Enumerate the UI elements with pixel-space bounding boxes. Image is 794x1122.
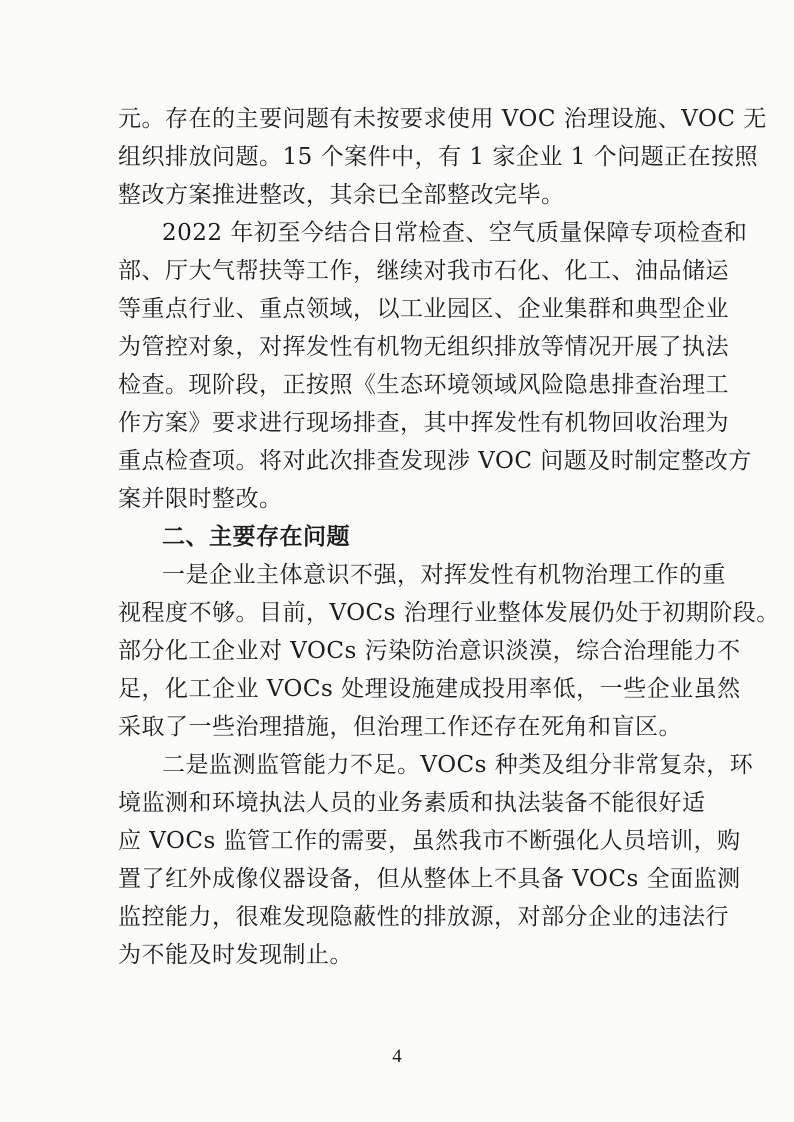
text-line: 重点检查项。将对此次排查发现涉 VOC 问题及时制定整改方	[118, 448, 752, 474]
text-line: 境监测和环境执法人员的业务素质和执法装备不能很好适	[118, 790, 706, 816]
text-line: 部、厅大气帮扶等工作，继续对我市石化、化工、油品储运	[118, 258, 729, 284]
text-line: 部分化工企业对 VOCs 污染防治意识淡漠，综合治理能力不	[118, 638, 741, 664]
text-line: 等重点行业、重点领域，以工业园区、企业集群和典型企业	[118, 296, 729, 322]
paragraph-issue-two	[118, 746, 754, 974]
paragraph-issue-one	[118, 556, 780, 746]
text-line: 应 VOCs 监管工作的需要，虽然我市不断强化人员培训，购	[118, 828, 741, 854]
section-heading: 二、主要存在问题	[162, 524, 350, 550]
text-line: 视程度不够。目前，VOCs 治理行业整体发展仍处于初期阶段。	[118, 600, 780, 626]
text-line: 作方案》要求进行现场排查，其中挥发性有机物回收治理为	[118, 410, 729, 436]
text-line: 为不能及时发现制止。	[118, 942, 353, 968]
text-line: 足，化工企业 VOCs 处理设施建成投用率低，一些企业虽然	[118, 676, 741, 702]
text-line: 元。存在的主要问题有未按要求使用 VOC 治理设施、VOC 无	[118, 106, 767, 132]
text-line: 为管控对象，对挥发性有机物无组织排放等情况开展了执法	[118, 334, 729, 360]
paragraph-inspection	[118, 214, 752, 518]
text-line: 采取了一些治理措施，但治理工作还存在死角和盲区。	[118, 714, 682, 740]
text-line: 检查。现阶段，正按照《生态环境领域风险隐患排查治理工	[118, 372, 729, 398]
body-text	[118, 100, 780, 974]
page-number: 4	[392, 1046, 402, 1067]
text-line: 2022 年初至今结合日常检查、空气质量保障专项检查和	[162, 220, 748, 246]
text-line: 监控能力，很难发现隐蔽性的排放源，对部分企业的违法行	[118, 904, 729, 930]
text-line: 整改方案推进整改，其余已全部整改完毕。	[118, 182, 565, 208]
text-line: 案并限时整改。	[118, 486, 283, 512]
text-line: 一是企业主体意识不强，对挥发性有机物治理工作的重	[162, 562, 726, 588]
paragraph-continuation	[118, 100, 767, 214]
text-line: 二是监测监管能力不足。VOCs 种类及组分非常复杂，环	[162, 752, 754, 778]
text-line: 置了红外成像仪器设备，但从整体上不具备 VOCs 全面监测	[118, 866, 741, 892]
text-line: 组织排放问题。15 个案件中，有 1 家企业 1 个问题正在按照	[118, 144, 759, 170]
